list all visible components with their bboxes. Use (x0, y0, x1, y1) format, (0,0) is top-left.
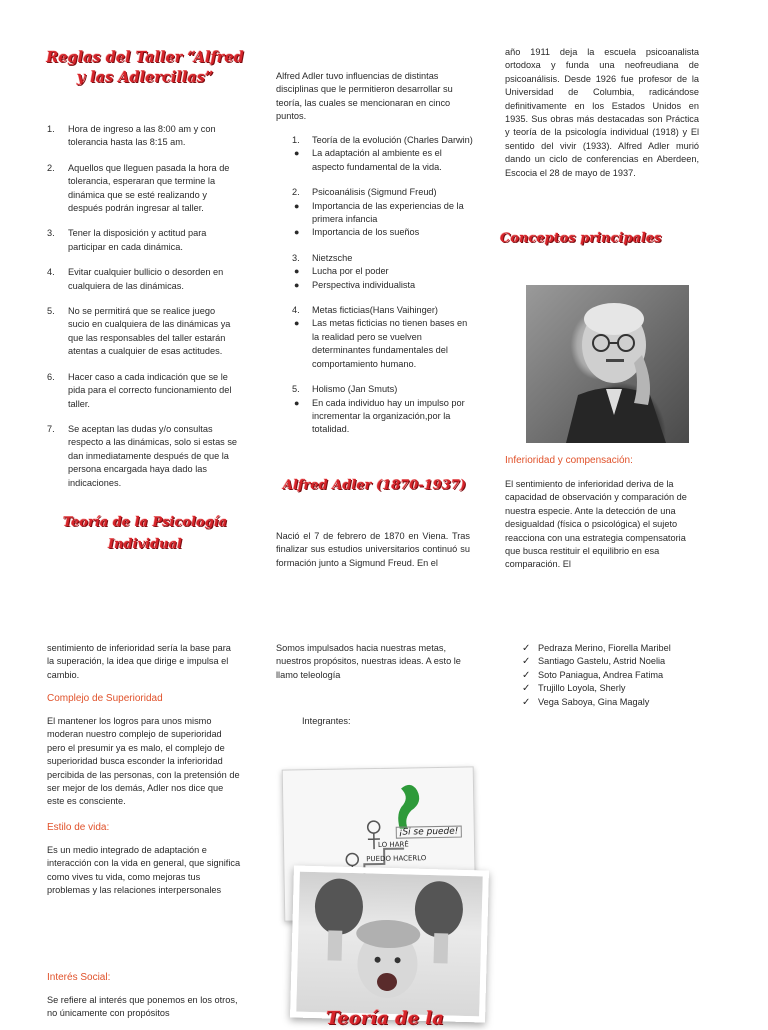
member-item: ✓ Santiago Gastelu, Astrid Noelia (522, 656, 666, 668)
influence-title: 5. Holismo (Jan Smuts) (292, 384, 398, 395)
adler-portrait-photo (526, 285, 689, 443)
influence-bullet: ● Importancia de las experiencias de la primera infancia (294, 200, 464, 225)
influences-list (292, 134, 475, 449)
influence-bullet: ● La adaptación al ambiente es el aspecto fundamental de la vida. (294, 148, 442, 172)
influence-title: 3. Nietzsche (292, 252, 353, 263)
rule-item: 2. Aquellos que lleguen pasada la hora de tolerancia, esperaran que termine la dinámica que se esté realizando y después podrán ingresar al taller. (47, 162, 230, 214)
influence-group (292, 134, 475, 174)
influence-group (292, 186, 475, 240)
theory-title-line1: Teoría de la Psicología (62, 515, 228, 530)
cartoon-caption-1: ¡Si se puede! (396, 826, 462, 839)
members-list (522, 642, 722, 709)
lifestyle-heading: Estilo de vida: (47, 822, 110, 833)
influence-title: 1. Teoría de la evolución (Charles Darwin) (292, 135, 473, 145)
member-item: ✓ Pedraza Merino, Fiorella Maribel (522, 643, 671, 654)
portrait-figure-icon (526, 285, 689, 443)
superiority-text: El mantener los logros para unos mismo moderan nuestro complejo de superioridad pero el presumir ya es malo, el complejo de superioridad busca esconder la inferioridad percibida de las personas, con la pretensión de ser mejor de los demás, Adler nos dice que este es consciente. (47, 716, 240, 807)
rule-item: 5. No se permitirá que se realice juego sucio en cualquiera de las dinámicas ya que las responsables del taller estarán atentas a cualquier de esas actitudes. (47, 306, 231, 357)
concepts-title: Conceptos principales (500, 231, 662, 246)
rule-item: 3. Tener la disposición y actitud para participar en cada dinámica. (47, 228, 207, 252)
bottom-peek-title: Teoría de la (326, 1008, 444, 1029)
rules-list (47, 123, 239, 502)
rule-item: 4. Evitar cualquier bullicio o desorden en cualquiera de las dinámicas. (47, 267, 224, 291)
check-icon: ✓ (522, 643, 531, 654)
influence-title: 4. Metas ficticias(Hans Vaihinger) (292, 305, 438, 316)
bio-text-part2: año 1911 deja la escuela psicoanalista ortodoxa y funda una neofreudiana de psicoanálisis. Desde 1926 fue profesor de la Universidad de Columbia, radicándose definitivamente en los Estados Unidos en 1935. Sus obras más destacadas son Práctica y teoría de la psicología individual (1918) y El sentido del vivir (1933). Alfred Adler murió dando un ciclo de conferencias en Aberdeen, Escocia el 28 de mayo de 1937. (505, 47, 699, 178)
check-icon: ✓ (522, 696, 531, 708)
social-interest-heading: Interés Social: (47, 972, 111, 983)
theory-title-line2: Individual (108, 537, 182, 552)
rules-title (40, 48, 250, 88)
influence-bullet: ● Perspectiva individualista (294, 279, 416, 290)
members-heading: Integrantes: (302, 716, 351, 726)
check-icon: ✓ (522, 656, 531, 668)
influence-bullet: ● En cada individuo hay un impulso por incrementar la organización,por la totalidad. (294, 397, 465, 435)
rules-title-line2: y las Adlercillas” (76, 69, 214, 86)
influence-group (292, 383, 475, 437)
bio-title: Alfred Adler (1870-1937) (282, 478, 467, 493)
bio-text-part1: Nació el 7 de febrero de 1870 en Viena. Tras finalizar sus estudios universitarios continuó su formación junto a Sigmund Freud. En el (276, 531, 470, 568)
check-icon: ✓ (522, 683, 531, 695)
inferiority-heading: Inferioridad y compensación: (505, 455, 633, 466)
influence-title: 2. Psicoanálisis (Sigmund Freud) (292, 187, 437, 198)
superiority-heading: Complejo de Superioridad (47, 693, 163, 704)
rule-item: 6. Hacer caso a cada indicación que se le pida para el correcto funcionamiento del taller. (47, 371, 232, 409)
boxing-child-photo (290, 865, 489, 1022)
rules-title-line1: Reglas del Taller “Alfred (46, 49, 244, 66)
influence-bullet: ● Importancia de los sueños (294, 227, 420, 238)
lifestyle-text: Es un medio integrado de adaptación e interacción con la vida en general, que significa como vives tu vida, como mejoras tus problemas y las relaciones interpersonales (47, 845, 241, 896)
check-icon: ✓ (522, 669, 531, 681)
rule-item: 7. Se aceptan las dudas y/o consultas respecto a las dinámicas, solo si estas se dan inmediatamente después de que la persona encargada haya dado las indicaciones. (47, 423, 238, 488)
inferiority-text: El sentimiento de inferioridad deriva de la capacidad de observación y comparación de nuestra especie. Ante la detección de una desigualdad (física o psicológica) el sujeto reacciona con una estrategia compensatoria que busca restituir el equilibrio en esa comparación. El (505, 479, 687, 570)
social-interest-text: Se refiere al interés que ponemos en los otros, no únicamente con propósitos (47, 995, 238, 1019)
member-item: ✓ Trujillo Loyola, Sherly (522, 683, 626, 695)
influences-intro: Alfred Adler tuvo influencias de distintas disciplinas que le permitieron desarrollar su teoría, las cuales se mencionaran en cinco puntos. (276, 71, 453, 122)
goals-text: Somos impulsados hacia nuestras metas, nuestros propósitos, nuestras ideas. A esto le llamo teleología (276, 643, 461, 680)
rule-item: 1. Hora de ingreso a las 8:00 am y con tolerancia hasta las 8:15 am. (47, 124, 216, 148)
influence-bullet: ● Las metas ficticias no tienen bases en la realidad pero se vuelven determinantes fundamentales del comportamiento humano. (294, 318, 468, 369)
boxing-child-icon (296, 872, 483, 1017)
member-item: ✓ Vega Saboya, Gina Magaly (522, 696, 650, 708)
cartoon-caption-2: LO HARÉ (377, 840, 409, 850)
influence-group (292, 304, 475, 371)
member-item: ✓ Soto Paniagua, Andrea Fatima (522, 669, 664, 681)
inferiority-continuation: sentimiento de inferioridad sería la base para la superación, la idea que dirige e impulsa el cambio. (47, 643, 231, 680)
theory-title (40, 512, 250, 556)
cartoon-caption-3: PUEDO HACERLO (366, 854, 427, 864)
influence-group (292, 252, 475, 292)
influence-bullet: ● Lucha por el poder (294, 266, 389, 277)
